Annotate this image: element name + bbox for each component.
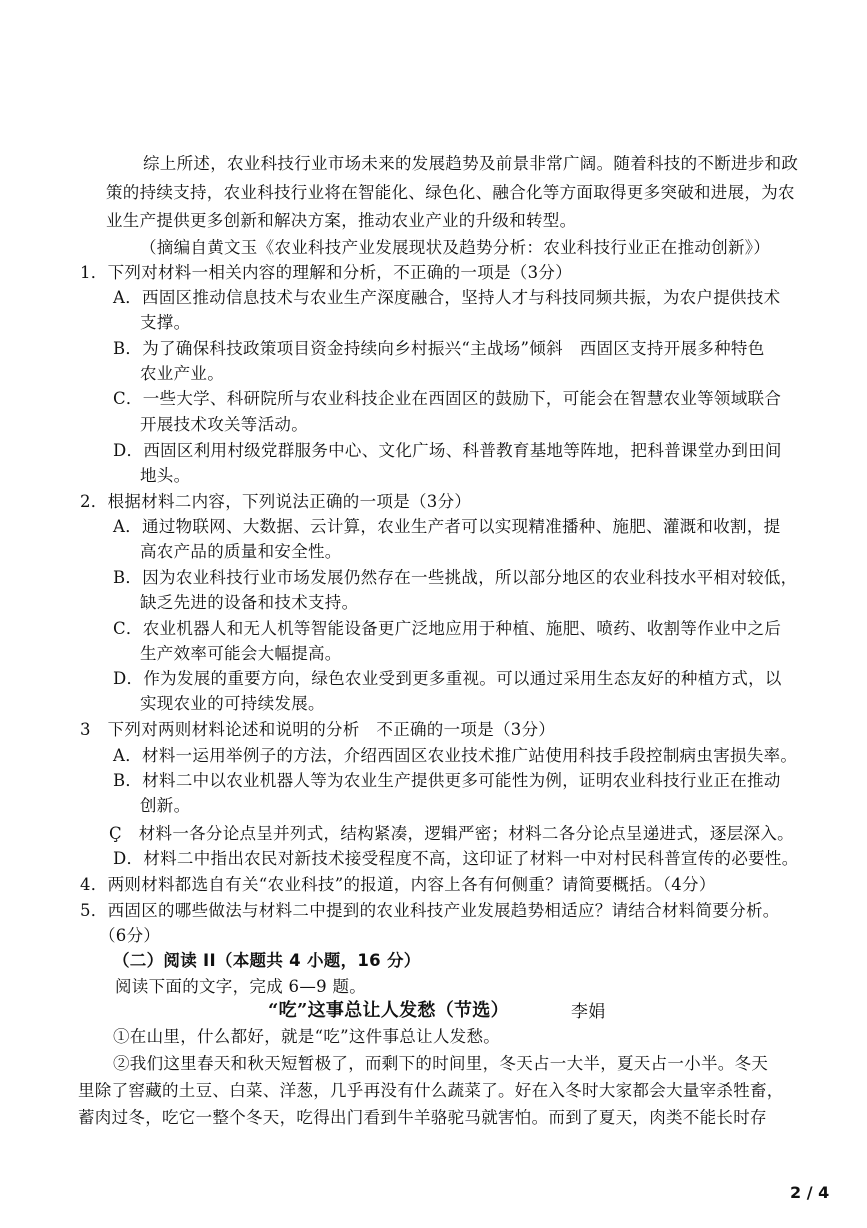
section-2-heading: （二）阅读 II（本题共 4 小题，16 分） <box>113 951 421 970</box>
q2-option-a: A．通过物联网、大数据、云计算，农业生产者可以实现精准播种、施肥、灌溉和收割，提 <box>113 517 781 536</box>
q1-option-c: C．一些大学、科研院所与农业科技企业在西固区的鼓励下，可能会在智慧农业等领域联合 <box>113 389 782 408</box>
q1-option-d: D．西固区利用村级党群服务中心、文化广场、科普教育基地等阵地，把科普课堂办到田间 <box>113 441 782 460</box>
q3-option-c: Ç 材料一各分论点呈并列式，结构紧凑，逻辑严密；材料二各分论点呈递进式，逐层深入。 <box>109 824 794 843</box>
q1-option-a-cont: 支撑。 <box>140 313 191 332</box>
q1-option-b: B．为了确保科技政策项目资金持续向乡村振兴“主战场”倾斜 西固区支持开展多种特色 <box>113 339 765 358</box>
article-title: “吃”这事总让人发愁（节选） <box>268 1000 509 1021</box>
q1-option-d-cont: 地头。 <box>140 466 191 485</box>
question-2-stem: 2．根据材料二内容，下列说法正确的一项是（3分） <box>80 492 472 511</box>
q3-option-b: B．材料二中以农业机器人等为农业生产提供更多可能性为例，证明农业科技行业正在推动 <box>113 771 781 790</box>
q2-option-a-cont: 高农产品的质量和安全性。 <box>140 542 342 561</box>
question-3-stem: 3 下列对两则材料论述和说明的分析 不正确的一项是（3分） <box>80 720 556 739</box>
question-5: 5．西固区的哪些做法与材料二中提到的农业科技产业发展趋势相适应？请结合材料简要分析。 <box>80 901 780 920</box>
article-author: 李娟 <box>571 1002 606 1022</box>
reading-instruction: 阅读下面的文字，完成 6—9 题。 <box>115 977 367 996</box>
q3-option-a: A．材料一运用举例子的方法，介绍西固区农业技术推广站使用科技手段控制病虫害损失率。 <box>113 746 798 765</box>
article-paragraph-2-line-3: 蓄肉过冬，吃它一整个冬天，吃得出门看到牛羊骆驼马就害怕。而到了夏天，肉类不能长时存 <box>78 1108 767 1127</box>
q2-option-b-cont: 缺乏先进的设备和技术支持。 <box>140 593 359 612</box>
article-paragraph-1: ①在山里，什么都好，就是“吃”这件事总让人发愁。 <box>113 1027 501 1046</box>
q1-option-b-cont: 农业产业。 <box>140 364 224 383</box>
article-paragraph-2-line-2: 里除了窖藏的土豆、白菜、洋葱，几乎再没有什么蔬菜了。好在入冬时大家都会大量宰杀牲畜， <box>78 1081 784 1100</box>
question-4: 4．两则材料都选自有关“农业科技”的报道，内容上各有何侧重？请简要概括。（4分） <box>80 875 716 894</box>
question-5-points: （6分） <box>99 926 161 945</box>
q1-option-a: A．西固区推动信息技术与农业生产深度融合，坚持人才与科技同频共振，为农户提供技术 <box>113 288 781 307</box>
q1-option-c-cont: 开展技术攻关等活动。 <box>140 415 308 434</box>
q3-option-b-cont: 创新。 <box>140 796 191 815</box>
q2-option-c-cont: 生产效率可能会大幅提高。 <box>140 644 342 663</box>
conclusion-line-1: 综上所述，农业科技行业市场未来的发展趋势及前景非常广阔。随着科技的不断进步和政 <box>143 154 799 173</box>
conclusion-line-3: 业生产提供更多创新和解决方案，推动农业产业的升级和转型。 <box>106 211 577 230</box>
q2-option-b: B．因为农业科技行业市场发展仍然存在一些挑战，所以部分地区的农业科技水平相对较低， <box>113 568 798 587</box>
q2-option-d-cont: 实现农业的可持续发展。 <box>140 694 325 713</box>
q2-option-d: D．作为发展的重要方向，绿色农业受到更多重视。可以通过采用生态友好的种植方式，以 <box>113 669 782 688</box>
question-1-stem: 1．下列对材料一相关内容的理解和分析，不正确的一项是（3分） <box>80 263 572 282</box>
q3-option-d: D．材料二中指出农民对新技术接受程度不高，这印证了材料一中对村民科普宣传的必要性。 <box>113 849 799 868</box>
page-number: 2 / 4 <box>790 1183 830 1202</box>
conclusion-line-2: 策的持续支持，农业科技行业将在智能化、绿色化、融合化等方面取得更多突破和进展，为农 <box>106 183 795 202</box>
source-citation: （摘编自黄文玉《农业科技产业发展现状及趋势分析：农业科技行业正在推动创新》） <box>140 238 771 257</box>
q2-option-c: C．农业机器人和无人机等智能设备更广泛地应用于种植、施肥、喷药、收割等作业中之后 <box>113 619 782 638</box>
article-paragraph-2-line-1: ②我们这里春天和秋天短暂极了，而剩下的时间里，冬天占一大半，夏天占一小半。冬天 <box>113 1054 769 1073</box>
